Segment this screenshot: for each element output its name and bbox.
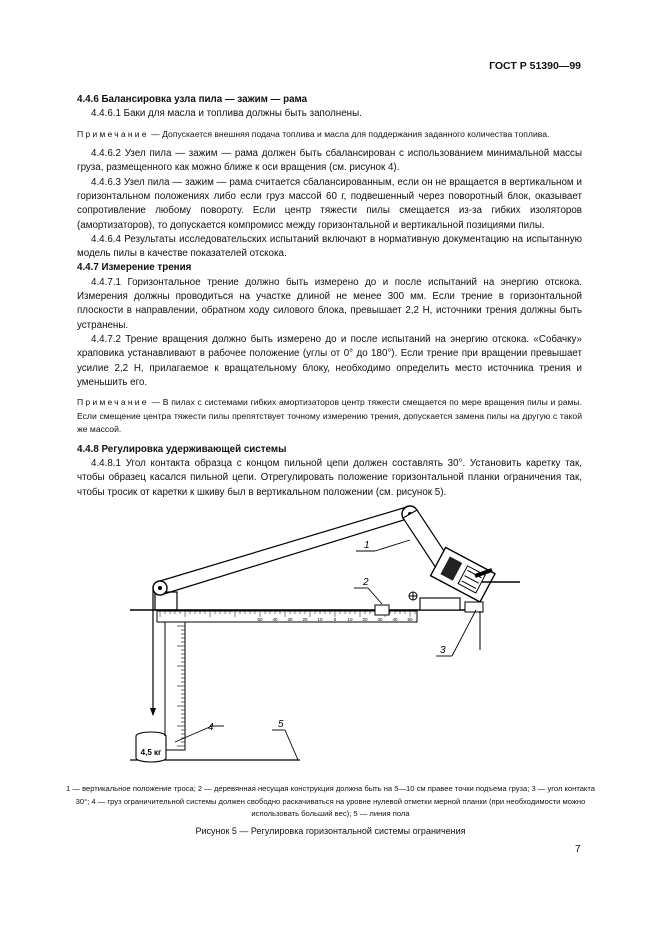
figure-title: Рисунок 5 — Регулировка горизонтальной системы ограничения (195, 826, 466, 836)
leader-3 (452, 610, 476, 656)
main-text (77, 93, 582, 500)
weight-label: 4,5 кг (140, 748, 162, 757)
figure-5 (120, 490, 590, 775)
pulley-left-axle (158, 586, 162, 590)
scale-label: 30 (377, 617, 383, 622)
section-heading-4-4-6: 4.4.6 Балансировка узла пила — зажим — рама (77, 94, 308, 105)
leader-2 (368, 588, 382, 604)
figure-caption: 1 — вертикальное положение троса; 2 — деревянная несущая конструкция должна быть на 5—10 см правее точки подъема груза; 3 — угол контакта 30°; 4 — груз ограничительной системы должен свободно раскачиваться на уровне нулевой отметки мерной планки (при необходимости можно использовать больший вес); 5 — линия пола (66, 784, 595, 818)
note-label: Примечание (77, 128, 149, 139)
scale-label: 40 (272, 617, 278, 622)
page-number: 7 (575, 844, 581, 855)
scale-label: 20 (362, 617, 368, 622)
note-label: Примечание (77, 397, 149, 408)
note-4-4-6 (77, 128, 582, 142)
paragraph-4-4-6-1: 4.4.6.1 Баки для масла и топлива должны быть заполнены. (91, 108, 362, 120)
scale-label: 50 (257, 617, 263, 622)
figure-5-drawing (120, 490, 590, 775)
leader-1 (375, 540, 410, 551)
scale-label: 10 (347, 617, 353, 622)
callout-2: 2 (363, 577, 369, 588)
cable-hook (150, 708, 156, 716)
scale-label: 20 (302, 617, 308, 622)
paragraph-4-4-6-3: 4.4.6.3 Узел пила — зажим — рама считается сбалансированным, если он не вращается в вертикальном и горизонтальном положениях либо если груз массой 60 г, подвешенный через поворотный блок, оказывает сопротивление любому повороту. Если центр тяжести пилы смещается из-за гибких изоляторов (амортизаторов), то допускается компромисс между горизонтальной и вертикальной позициями пилы. (77, 176, 582, 231)
section-heading-4-4-7: 4.4.7 Измерение трения (77, 262, 192, 274)
callout-5: 5 (278, 719, 284, 730)
sample (465, 602, 483, 612)
scale-label: 0 (333, 617, 337, 622)
diagonal-cable-lower (164, 518, 410, 594)
section-heading-4-4-8: 4.4.8 Регулировка удерживающей системы (77, 443, 287, 455)
paragraph-4-4-8-1: 4.4.8.1 Угол контакта образца с концом пильной цепи должен составлять 30°. Установить каретку так, чтобы образец касался пильной цепи. Отрегулировать положение горизонтальной планки ограничения так, чтобы тросик от каретки к шкиву был в вертикальном положении (см. рисунок 5). (77, 457, 582, 498)
callout-3: 3 (440, 645, 446, 656)
carriage (420, 598, 460, 610)
document-code: ГОСТ Р 51390—99 (489, 60, 581, 72)
scale-label: 40 (392, 617, 398, 622)
scale-label: 30 (287, 617, 293, 622)
paragraph-4-4-7-2: 4.4.7.2 Трение вращения должно быть измерено до и после испытаний на энергию отскока. «Собачку» храповика устанавливают в рабочее положение (углы от 0° до 180°). Если трение при вращении превышает усилие 2,2 Н, прилагаемое к вращательному блоку, необходимо определить место источника трения и уменьшить его. (77, 333, 582, 388)
diagonal-cable (160, 506, 410, 581)
note-4-4-7 (77, 396, 582, 437)
scale-label: 10 (317, 617, 323, 622)
leader-5 (285, 730, 298, 760)
paragraph-4-4-7-1: 4.4.7.1 Горизонтальное трение должно быть измерено до и после испытаний на энергию отскока. Измерения должны проводиться на участке длиной не менее 300 мм. Если трение в горизонтальной плоскости в направлении, обратном ходу силового блока, превышает 2,2 Н, источники трения должны быть устранены. (77, 276, 582, 331)
scale-label: 50 (407, 617, 413, 622)
callout-1: 1 (364, 540, 370, 551)
note-text: — В пилах с системами гибких амортизаторов центр тяжести смещается по мере вращения пилы и рамы. Если смещение центра тяжести пилы препятствует точному измерению трения, допускается замена пилы на другую с такой же массой. (77, 397, 582, 435)
paragraph-4-4-6-4: 4.4.6.4 Результаты исследовательских испытаний включают в нормативную документацию на испытанную модель пилы в качестве показателей отскока. (77, 233, 582, 260)
callout-4: 4 (208, 722, 214, 733)
note-text: — Допускается внешняя подача топлива и масла для поддержания заданного количества топлива. (148, 128, 550, 139)
paragraph-4-4-6-2: 4.4.6.2 Узел пила — зажим — рама должен быть сбалансирован с использованием минимальной массы груза, размещенного как можно ближе к оси вращения (см. рисунок 4). (77, 148, 582, 174)
stop-block (375, 605, 389, 615)
